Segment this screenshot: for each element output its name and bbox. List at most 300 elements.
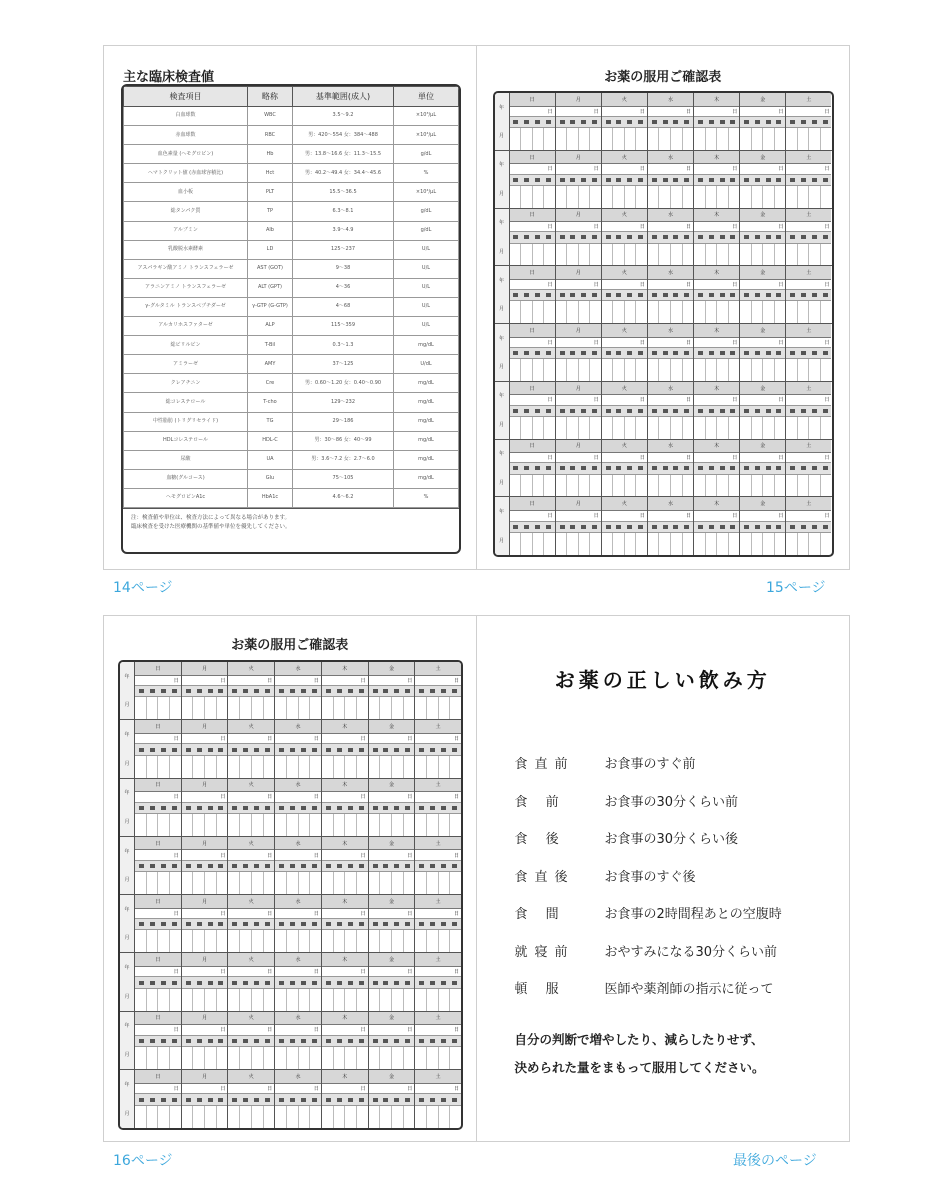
- check-box[interactable]: [182, 930, 194, 952]
- check-box[interactable]: [683, 186, 694, 208]
- check-box[interactable]: [415, 1047, 427, 1069]
- check-box[interactable]: [752, 244, 764, 266]
- date-cell[interactable]: 日: [602, 453, 647, 463]
- date-cell[interactable]: 日: [228, 676, 274, 686]
- check-box[interactable]: [450, 697, 461, 719]
- check-box[interactable]: [415, 756, 427, 778]
- check-box[interactable]: [147, 872, 159, 894]
- check-box[interactable]: [740, 301, 752, 323]
- check-box[interactable]: [147, 1106, 159, 1128]
- check-box[interactable]: [636, 186, 647, 208]
- check-box[interactable]: [299, 756, 311, 778]
- check-box[interactable]: [158, 930, 170, 952]
- check-box[interactable]: [380, 872, 392, 894]
- check-box[interactable]: [427, 989, 439, 1011]
- date-cell[interactable]: 日: [322, 1084, 368, 1094]
- check-box[interactable]: [510, 128, 522, 150]
- check-box[interactable]: [706, 186, 718, 208]
- check-box[interactable]: [439, 1106, 451, 1128]
- date-cell[interactable]: 日: [510, 107, 555, 117]
- check-box[interactable]: [556, 186, 568, 208]
- check-box[interactable]: [369, 989, 381, 1011]
- check-box[interactable]: [671, 417, 683, 439]
- check-box[interactable]: [310, 989, 321, 1011]
- check-box[interactable]: [217, 930, 228, 952]
- check-box[interactable]: [404, 697, 415, 719]
- check-box[interactable]: [287, 1106, 299, 1128]
- check-box[interactable]: [775, 128, 786, 150]
- check-box[interactable]: [659, 244, 671, 266]
- check-box[interactable]: [427, 814, 439, 836]
- date-cell[interactable]: 日: [556, 280, 601, 290]
- check-box[interactable]: [729, 359, 740, 381]
- check-box[interactable]: [671, 359, 683, 381]
- check-box[interactable]: [450, 1106, 461, 1128]
- date-cell[interactable]: 日: [322, 676, 368, 686]
- check-box[interactable]: [717, 186, 729, 208]
- check-box[interactable]: [740, 475, 752, 497]
- check-box[interactable]: [648, 533, 660, 555]
- check-box[interactable]: [135, 1047, 147, 1069]
- check-box[interactable]: [579, 186, 591, 208]
- date-cell[interactable]: 日: [322, 1025, 368, 1035]
- date-cell[interactable]: 日: [415, 734, 461, 744]
- check-box[interactable]: [763, 359, 775, 381]
- check-box[interactable]: [275, 697, 287, 719]
- check-box[interactable]: [556, 475, 568, 497]
- check-box[interactable]: [170, 989, 181, 1011]
- check-box[interactable]: [345, 1047, 357, 1069]
- date-cell[interactable]: 日: [648, 280, 693, 290]
- check-box[interactable]: [415, 872, 427, 894]
- check-box[interactable]: [556, 128, 568, 150]
- check-box[interactable]: [158, 814, 170, 836]
- check-box[interactable]: [193, 756, 205, 778]
- check-box[interactable]: [182, 1106, 194, 1128]
- check-box[interactable]: [392, 814, 404, 836]
- check-box[interactable]: [322, 756, 334, 778]
- check-box[interactable]: [786, 359, 798, 381]
- check-box[interactable]: [752, 533, 764, 555]
- date-cell[interactable]: 日: [275, 792, 321, 802]
- check-box[interactable]: [821, 128, 832, 150]
- check-box[interactable]: [694, 417, 706, 439]
- check-box[interactable]: [729, 475, 740, 497]
- check-box[interactable]: [439, 697, 451, 719]
- date-cell[interactable]: 日: [415, 792, 461, 802]
- check-box[interactable]: [182, 989, 194, 1011]
- check-box[interactable]: [671, 186, 683, 208]
- check-box[interactable]: [821, 533, 832, 555]
- check-box[interactable]: [287, 872, 299, 894]
- check-box[interactable]: [170, 1047, 181, 1069]
- check-box[interactable]: [821, 301, 832, 323]
- check-box[interactable]: [240, 1106, 252, 1128]
- date-cell[interactable]: 日: [135, 734, 181, 744]
- check-box[interactable]: [602, 475, 614, 497]
- check-box[interactable]: [625, 359, 637, 381]
- check-box[interactable]: [287, 930, 299, 952]
- check-box[interactable]: [310, 756, 321, 778]
- check-box[interactable]: [706, 359, 718, 381]
- check-box[interactable]: [439, 814, 451, 836]
- check-box[interactable]: [636, 244, 647, 266]
- check-box[interactable]: [369, 872, 381, 894]
- check-box[interactable]: [404, 872, 415, 894]
- check-box[interactable]: [415, 697, 427, 719]
- check-box[interactable]: [322, 930, 334, 952]
- check-box[interactable]: [228, 814, 240, 836]
- date-cell[interactable]: 日: [322, 792, 368, 802]
- check-box[interactable]: [334, 697, 346, 719]
- check-box[interactable]: [717, 128, 729, 150]
- date-cell[interactable]: 日: [510, 338, 555, 348]
- check-box[interactable]: [450, 756, 461, 778]
- check-box[interactable]: [752, 301, 764, 323]
- check-box[interactable]: [798, 475, 810, 497]
- check-box[interactable]: [763, 533, 775, 555]
- check-box[interactable]: [228, 756, 240, 778]
- check-box[interactable]: [544, 128, 555, 150]
- check-box[interactable]: [264, 1047, 275, 1069]
- check-box[interactable]: [579, 533, 591, 555]
- check-box[interactable]: [579, 128, 591, 150]
- check-box[interactable]: [252, 756, 264, 778]
- check-box[interactable]: [706, 128, 718, 150]
- check-box[interactable]: [217, 872, 228, 894]
- date-cell[interactable]: 日: [275, 850, 321, 860]
- check-box[interactable]: [380, 989, 392, 1011]
- check-box[interactable]: [252, 1047, 264, 1069]
- check-box[interactable]: [264, 697, 275, 719]
- check-box[interactable]: [170, 814, 181, 836]
- check-box[interactable]: [648, 417, 660, 439]
- check-box[interactable]: [740, 128, 752, 150]
- check-box[interactable]: [671, 128, 683, 150]
- check-box[interactable]: [579, 417, 591, 439]
- check-box[interactable]: [392, 756, 404, 778]
- check-box[interactable]: [556, 244, 568, 266]
- check-box[interactable]: [659, 128, 671, 150]
- check-box[interactable]: [821, 417, 832, 439]
- check-box[interactable]: [275, 1106, 287, 1128]
- date-cell[interactable]: 日: [740, 107, 785, 117]
- date-cell[interactable]: 日: [369, 909, 415, 919]
- check-box[interactable]: [752, 475, 764, 497]
- date-cell[interactable]: 日: [694, 453, 739, 463]
- check-box[interactable]: [334, 930, 346, 952]
- date-cell[interactable]: 日: [648, 164, 693, 174]
- date-cell[interactable]: 日: [694, 107, 739, 117]
- check-box[interactable]: [182, 756, 194, 778]
- check-box[interactable]: [729, 301, 740, 323]
- check-box[interactable]: [613, 533, 625, 555]
- date-cell[interactable]: 日: [369, 676, 415, 686]
- check-box[interactable]: [439, 872, 451, 894]
- check-box[interactable]: [287, 989, 299, 1011]
- check-box[interactable]: [729, 417, 740, 439]
- check-box[interactable]: [193, 930, 205, 952]
- check-box[interactable]: [544, 244, 555, 266]
- check-box[interactable]: [158, 872, 170, 894]
- check-box[interactable]: [648, 301, 660, 323]
- check-box[interactable]: [636, 359, 647, 381]
- check-box[interactable]: [706, 244, 718, 266]
- check-box[interactable]: [648, 244, 660, 266]
- check-box[interactable]: [380, 1106, 392, 1128]
- check-box[interactable]: [625, 533, 637, 555]
- date-cell[interactable]: 日: [694, 338, 739, 348]
- check-box[interactable]: [671, 475, 683, 497]
- check-box[interactable]: [694, 475, 706, 497]
- check-box[interactable]: [135, 1106, 147, 1128]
- check-box[interactable]: [264, 989, 275, 1011]
- check-box[interactable]: [404, 1106, 415, 1128]
- check-box[interactable]: [590, 186, 601, 208]
- date-cell[interactable]: 日: [228, 967, 274, 977]
- check-box[interactable]: [763, 475, 775, 497]
- check-box[interactable]: [135, 989, 147, 1011]
- date-cell[interactable]: 日: [228, 1025, 274, 1035]
- date-cell[interactable]: 日: [415, 850, 461, 860]
- check-box[interactable]: [729, 186, 740, 208]
- check-box[interactable]: [556, 301, 568, 323]
- check-box[interactable]: [763, 186, 775, 208]
- date-cell[interactable]: 日: [648, 453, 693, 463]
- date-cell[interactable]: 日: [510, 164, 555, 174]
- date-cell[interactable]: 日: [135, 792, 181, 802]
- check-box[interactable]: [228, 1106, 240, 1128]
- check-box[interactable]: [193, 1106, 205, 1128]
- date-cell[interactable]: 日: [694, 222, 739, 232]
- check-box[interactable]: [182, 697, 194, 719]
- date-cell[interactable]: 日: [415, 1084, 461, 1094]
- check-box[interactable]: [252, 872, 264, 894]
- check-box[interactable]: [322, 697, 334, 719]
- check-box[interactable]: [369, 756, 381, 778]
- check-box[interactable]: [147, 1047, 159, 1069]
- check-box[interactable]: [510, 301, 522, 323]
- check-box[interactable]: [205, 930, 217, 952]
- check-box[interactable]: [217, 1047, 228, 1069]
- check-box[interactable]: [427, 872, 439, 894]
- date-cell[interactable]: 日: [182, 792, 228, 802]
- check-box[interactable]: [671, 244, 683, 266]
- check-box[interactable]: [510, 533, 522, 555]
- date-cell[interactable]: 日: [322, 734, 368, 744]
- check-box[interactable]: [380, 1047, 392, 1069]
- check-box[interactable]: [613, 244, 625, 266]
- date-cell[interactable]: 日: [415, 676, 461, 686]
- check-box[interactable]: [590, 244, 601, 266]
- date-cell[interactable]: 日: [786, 511, 831, 521]
- check-box[interactable]: [567, 533, 579, 555]
- check-box[interactable]: [659, 186, 671, 208]
- check-box[interactable]: [533, 359, 545, 381]
- date-cell[interactable]: 日: [182, 676, 228, 686]
- check-box[interactable]: [521, 301, 533, 323]
- check-box[interactable]: [809, 417, 821, 439]
- date-cell[interactable]: 日: [786, 280, 831, 290]
- check-box[interactable]: [544, 301, 555, 323]
- check-box[interactable]: [625, 128, 637, 150]
- check-box[interactable]: [659, 417, 671, 439]
- date-cell[interactable]: 日: [786, 222, 831, 232]
- check-box[interactable]: [275, 930, 287, 952]
- check-box[interactable]: [135, 872, 147, 894]
- check-box[interactable]: [567, 359, 579, 381]
- check-box[interactable]: [510, 475, 522, 497]
- check-box[interactable]: [415, 814, 427, 836]
- check-box[interactable]: [450, 1047, 461, 1069]
- check-box[interactable]: [775, 533, 786, 555]
- check-box[interactable]: [380, 697, 392, 719]
- check-box[interactable]: [786, 533, 798, 555]
- check-box[interactable]: [345, 872, 357, 894]
- check-box[interactable]: [170, 697, 181, 719]
- check-box[interactable]: [625, 301, 637, 323]
- check-box[interactable]: [579, 475, 591, 497]
- check-box[interactable]: [763, 244, 775, 266]
- date-cell[interactable]: 日: [602, 338, 647, 348]
- check-box[interactable]: [763, 417, 775, 439]
- date-cell[interactable]: 日: [228, 1084, 274, 1094]
- check-box[interactable]: [740, 359, 752, 381]
- check-box[interactable]: [636, 417, 647, 439]
- check-box[interactable]: [415, 1106, 427, 1128]
- date-cell[interactable]: 日: [182, 909, 228, 919]
- check-box[interactable]: [567, 186, 579, 208]
- check-box[interactable]: [602, 128, 614, 150]
- check-box[interactable]: [625, 475, 637, 497]
- check-box[interactable]: [717, 533, 729, 555]
- date-cell[interactable]: 日: [602, 107, 647, 117]
- check-box[interactable]: [706, 301, 718, 323]
- check-box[interactable]: [217, 989, 228, 1011]
- check-box[interactable]: [217, 697, 228, 719]
- check-box[interactable]: [729, 128, 740, 150]
- date-cell[interactable]: 日: [786, 107, 831, 117]
- check-box[interactable]: [310, 1106, 321, 1128]
- check-box[interactable]: [659, 301, 671, 323]
- check-box[interactable]: [299, 1047, 311, 1069]
- check-box[interactable]: [648, 128, 660, 150]
- date-cell[interactable]: 日: [275, 734, 321, 744]
- check-box[interactable]: [625, 186, 637, 208]
- check-box[interactable]: [613, 359, 625, 381]
- date-cell[interactable]: 日: [510, 222, 555, 232]
- check-box[interactable]: [590, 359, 601, 381]
- check-box[interactable]: [625, 417, 637, 439]
- check-box[interactable]: [264, 872, 275, 894]
- check-box[interactable]: [205, 697, 217, 719]
- check-box[interactable]: [544, 417, 555, 439]
- check-box[interactable]: [345, 756, 357, 778]
- check-box[interactable]: [659, 475, 671, 497]
- check-box[interactable]: [763, 128, 775, 150]
- check-box[interactable]: [579, 301, 591, 323]
- check-box[interactable]: [147, 697, 159, 719]
- check-box[interactable]: [740, 417, 752, 439]
- check-box[interactable]: [369, 930, 381, 952]
- check-box[interactable]: [694, 533, 706, 555]
- check-box[interactable]: [345, 697, 357, 719]
- check-box[interactable]: [369, 697, 381, 719]
- check-box[interactable]: [205, 1106, 217, 1128]
- check-box[interactable]: [217, 756, 228, 778]
- check-box[interactable]: [533, 475, 545, 497]
- check-box[interactable]: [427, 756, 439, 778]
- date-cell[interactable]: 日: [694, 164, 739, 174]
- date-cell[interactable]: 日: [510, 280, 555, 290]
- date-cell[interactable]: 日: [602, 511, 647, 521]
- check-box[interactable]: [683, 128, 694, 150]
- date-cell[interactable]: 日: [369, 734, 415, 744]
- check-box[interactable]: [809, 186, 821, 208]
- check-box[interactable]: [694, 186, 706, 208]
- check-box[interactable]: [809, 128, 821, 150]
- date-cell[interactable]: 日: [510, 511, 555, 521]
- check-box[interactable]: [683, 301, 694, 323]
- check-box[interactable]: [287, 756, 299, 778]
- check-box[interactable]: [334, 814, 346, 836]
- check-box[interactable]: [357, 872, 368, 894]
- check-box[interactable]: [590, 475, 601, 497]
- check-box[interactable]: [717, 244, 729, 266]
- check-box[interactable]: [193, 1047, 205, 1069]
- check-box[interactable]: [602, 301, 614, 323]
- check-box[interactable]: [636, 475, 647, 497]
- check-box[interactable]: [798, 359, 810, 381]
- check-box[interactable]: [613, 301, 625, 323]
- check-box[interactable]: [135, 814, 147, 836]
- check-box[interactable]: [415, 989, 427, 1011]
- check-box[interactable]: [228, 930, 240, 952]
- date-cell[interactable]: 日: [510, 395, 555, 405]
- check-box[interactable]: [369, 1106, 381, 1128]
- date-cell[interactable]: 日: [182, 967, 228, 977]
- check-box[interactable]: [170, 930, 181, 952]
- date-cell[interactable]: 日: [740, 280, 785, 290]
- check-box[interactable]: [809, 533, 821, 555]
- check-box[interactable]: [345, 814, 357, 836]
- check-box[interactable]: [533, 186, 545, 208]
- date-cell[interactable]: 日: [648, 511, 693, 521]
- check-box[interactable]: [590, 533, 601, 555]
- check-box[interactable]: [240, 1047, 252, 1069]
- date-cell[interactable]: 日: [740, 222, 785, 232]
- check-box[interactable]: [240, 756, 252, 778]
- check-box[interactable]: [648, 359, 660, 381]
- date-cell[interactable]: 日: [602, 164, 647, 174]
- date-cell[interactable]: 日: [740, 164, 785, 174]
- check-box[interactable]: [322, 1106, 334, 1128]
- check-box[interactable]: [809, 301, 821, 323]
- date-cell[interactable]: 日: [182, 1084, 228, 1094]
- date-cell[interactable]: 日: [415, 909, 461, 919]
- date-cell[interactable]: 日: [228, 734, 274, 744]
- check-box[interactable]: [252, 697, 264, 719]
- check-box[interactable]: [392, 697, 404, 719]
- check-box[interactable]: [264, 1106, 275, 1128]
- check-box[interactable]: [613, 475, 625, 497]
- check-box[interactable]: [636, 533, 647, 555]
- check-box[interactable]: [450, 930, 461, 952]
- check-box[interactable]: [821, 186, 832, 208]
- check-box[interactable]: [533, 128, 545, 150]
- check-box[interactable]: [567, 301, 579, 323]
- date-cell[interactable]: 日: [556, 453, 601, 463]
